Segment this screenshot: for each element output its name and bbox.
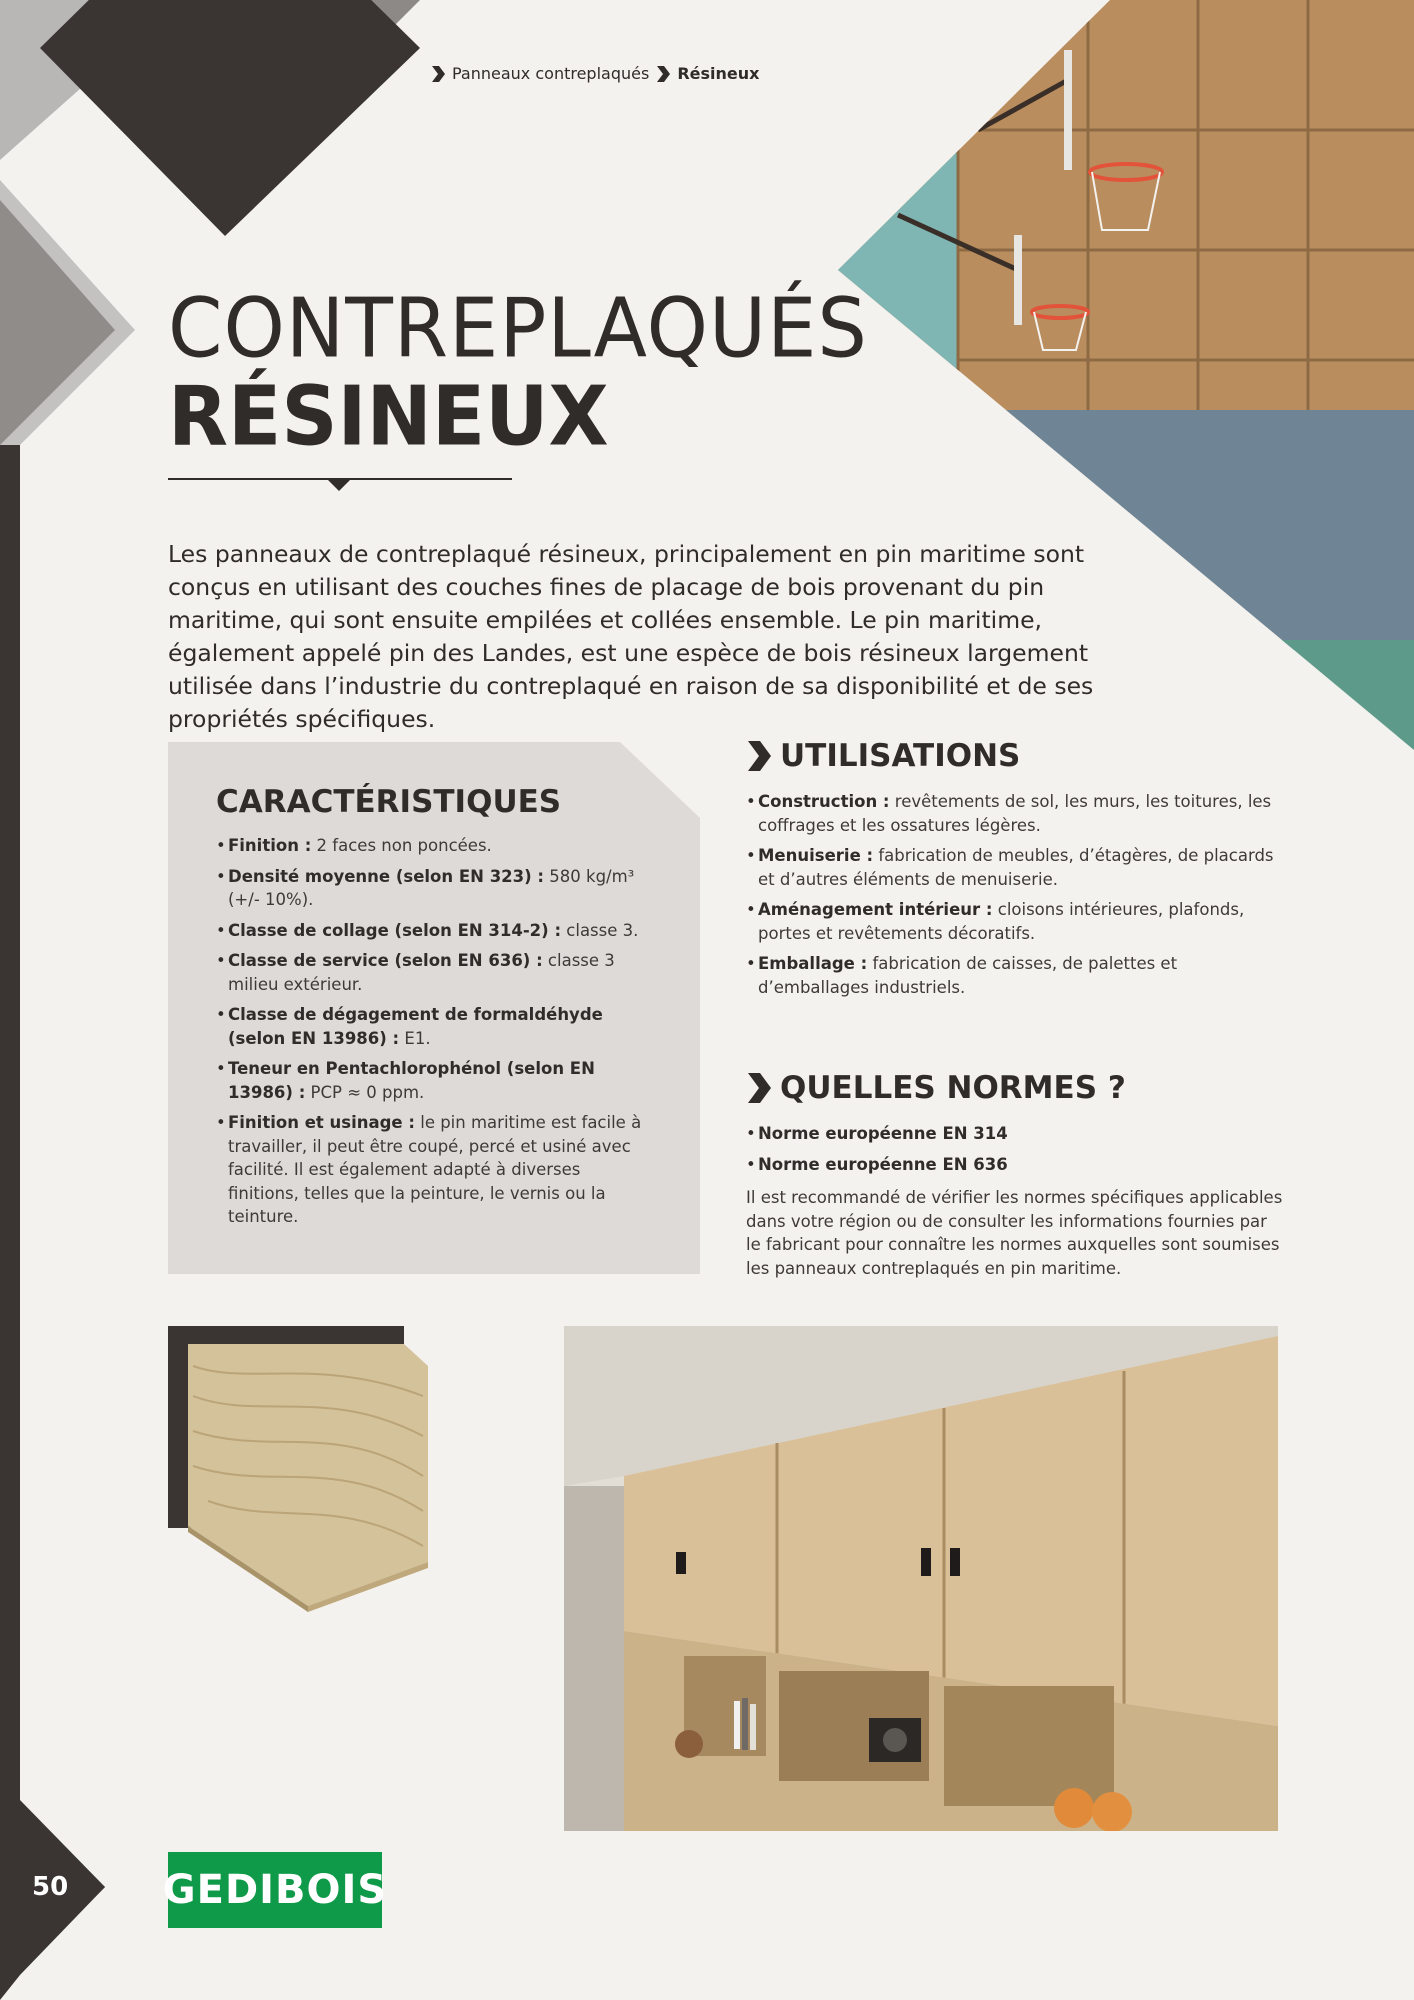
page-number: 50 xyxy=(32,1872,69,1902)
list-item: • Teneur en Pentachlorophénol (selon EN 13986) : PCP ≈ 0 ppm. xyxy=(216,1057,646,1104)
list-item: • Classe de dégagement de formaldéhyde (selon EN 13986) : E1. xyxy=(216,1003,646,1050)
characteristics-list xyxy=(216,834,646,1236)
norms-title: QUELLES NORMES ? xyxy=(780,1070,1126,1106)
breadcrumb-parent[interactable]: Panneaux contreplaqués xyxy=(452,64,650,83)
norms-list xyxy=(746,1122,1286,1183)
cabinet-photo xyxy=(564,1326,1278,1831)
plywood-sample-image xyxy=(168,1326,428,1626)
chevron-right-icon xyxy=(746,1072,772,1104)
chevron-right-icon xyxy=(746,740,772,772)
uses-title: UTILISATIONS xyxy=(780,738,1021,774)
page-title-line2: RÉSINEUX xyxy=(168,370,609,465)
uses-heading xyxy=(746,738,1020,774)
list-item: • Finition : 2 faces non poncées. xyxy=(216,834,646,858)
characteristics-title: CARACTÉRISTIQUES xyxy=(216,784,562,820)
breadcrumb-current: Résineux xyxy=(677,64,760,83)
gedibois-logo: GEDIBOIS xyxy=(168,1852,382,1928)
list-item: • Construction : revêtements de sol, les murs, les toitures, les coffrages et les ossatures légères. xyxy=(746,790,1286,837)
norms-heading xyxy=(746,1070,1126,1106)
list-item: • Finition et usinage : le pin maritime est facile à travailler, il peut être coupé, percé et usiné avec facilité. Il est également adapté à diverses finitions, telles que la peinture, le vernis ou la teinture. xyxy=(216,1111,646,1229)
chevron-right-icon xyxy=(655,65,671,83)
page-title-line1: CONTREPLAQUÉS xyxy=(168,282,868,377)
list-item: • Emballage : fabrication de caisses, de palettes et d’emballages industriels. xyxy=(746,952,1286,999)
list-item: • Norme européenne EN 636 xyxy=(746,1153,1286,1177)
list-item: • Densité moyenne (selon EN 323) : 580 kg/m³ (+/- 10%). xyxy=(216,865,646,912)
intro-paragraph: Les panneaux de contreplaqué résineux, principalement en pin maritime sont conçus en utilisant des couches fines de placage de bois provenant du pin maritime, qui sont ensuite empilées et collées ensemble. Le pin maritime, également appelé pin des Landes, est une espèce de bois résineux largement utilisée dans l’industrie du contreplaqué en raison de sa disponibilité et de ses propriétés spécifiques. xyxy=(168,540,1094,733)
divider-notch xyxy=(328,480,350,491)
norms-note: Il est recommandé de vérifier les normes spécifiques applicables dans votre région ou de consulter les informations fournies par le fabricant pour connaître les normes auxquelles sont soumises les panneaux contreplaqués en pin maritime. xyxy=(746,1188,1283,1278)
breadcrumb xyxy=(430,64,759,83)
list-item: • Aménagement intérieur : cloisons intérieures, plafonds, portes et revêtements décoratifs. xyxy=(746,898,1286,945)
list-item: • Menuiserie : fabrication de meubles, d’étagères, de placards et d’autres éléments de menuiserie. xyxy=(746,844,1286,891)
chevron-right-icon xyxy=(430,65,446,83)
uses-list xyxy=(746,790,1286,1006)
list-item: • Norme européenne EN 314 xyxy=(746,1122,1286,1146)
list-item: • Classe de collage (selon EN 314-2) : classe 3. xyxy=(216,919,646,943)
list-item: • Classe de service (selon EN 636) : classe 3 milieu extérieur. xyxy=(216,949,646,996)
